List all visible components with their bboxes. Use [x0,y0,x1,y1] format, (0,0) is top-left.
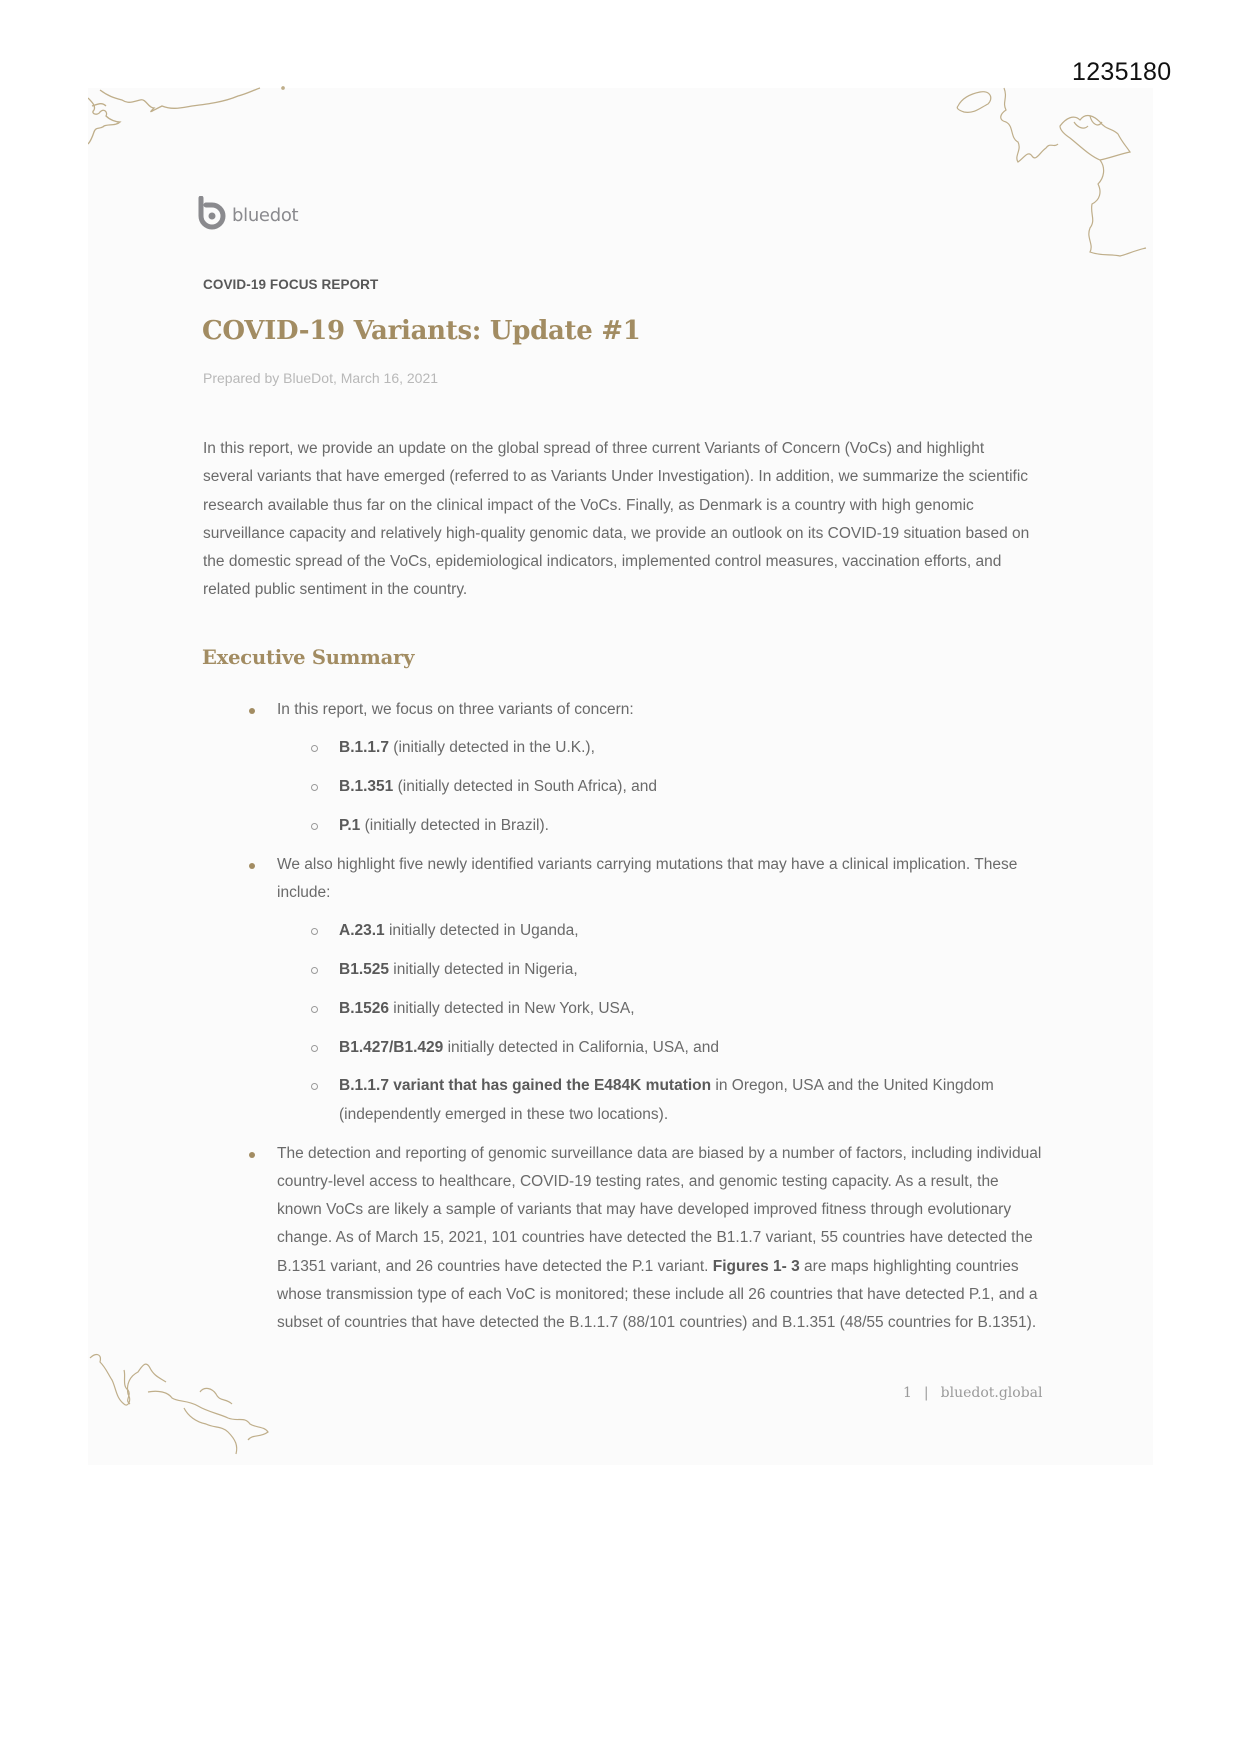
list-item: We also highlight five newly identified variants carrying mutations that may have a clinical implication. These include: A.23.1 initially detected in Uganda, B1.525 initially detected in Nigeria, B.1526 initially detected in New York, USA, B1.427/B1.429 initially detected in California, USA, and B.1.1.7 variant that has gained the E484K mutation in Oregon, USA and the United Kingdom (independently emerged in these two locations). [244,851,1044,1129]
report-type-label: COVID-19 FOCUS REPORT [203,277,379,292]
footer-separator: | [923,1385,929,1401]
sub-bullet-icon [311,1006,318,1013]
list-item: In this report, we focus on three variants of concern: B.1.1.7 (initially detected in the U.K.), B.1.351 (initially detected in South Africa), and P.1 (initially detected in Brazil). [244,696,1044,840]
logo-text: bluedot [232,205,299,226]
sub-bullet-icon [311,1083,318,1090]
intro-paragraph: In this report, we provide an update on the global spread of three current Variants of Concern (VoCs) and highlight several variants that have emerged (referred to as Variants Under Investigation). In addition, we summarize the scientific research available thus far on the clinical impact of the VoCs. Finally, as Denmark is a country with high genomic surveillance capacity and relatively high-quality genomic data, we provide an outlook on its COVID-19 situation based on the domestic spread of the VoCs, epidemiological indicators, implemented control measures, vaccination efforts, and related public sentiment in the country. [203,440,1030,599]
list-item: B.1526 initially detected in New York, USA, [277,995,1044,1023]
figures-reference: Figures 1- 3 [712,1257,800,1275]
page-footer [903,1385,1043,1401]
bluedot-logo-icon [198,196,226,235]
executive-summary-list [244,696,1044,1348]
list-item: B1.525 initially detected in Nigeria, [277,956,1044,984]
section-heading-executive-summary: Executive Summary [202,646,415,669]
sub-bullet-icon [311,967,318,974]
bullet-icon [249,708,255,714]
list-item: The detection and reporting of genomic surveillance data are biased by a number of factors, including individual country-level access to healthcare, COVID-19 testing rates, and genomic testing capacity. As a result, the known VoCs are likely a sample of variants that may have developed improved fitness through evolutionary change. As of March 15, 2021, 101 countries have detected the B1.1.7 variant, 55 countries have detected the B.1351 variant, and 26 countries have detected the P.1 variant. Figures 1- 3 are maps highlighting countries whose transmission type of each VoC is monitored; these include all 26 countries that have detected P.1, and a subset of countries that have detected the B.1.1.7 (88/101 countries) and B.1.351 (48/55 countries for B.1351). [244,1140,1044,1338]
document-id: 1235180 [1072,58,1172,86]
prepared-by: Prepared by BlueDot, March 16, 2021 [203,370,439,386]
sub-bullet-icon [311,928,318,935]
list-item: P.1 (initially detected in Brazil). [277,812,1044,840]
sub-bullet-icon [311,784,318,791]
list-item: B.1.1.7 (initially detected in the U.K.), [277,734,1044,762]
list-item: A.23.1 initially detected in Uganda, [277,917,1044,945]
footer-site-link: bluedot.global [940,1385,1043,1401]
list-item: B1.427/B1.429 initially detected in California, USA, and [277,1034,1044,1062]
bullet-icon [249,863,255,869]
sub-bullet-icon [311,1045,318,1052]
map-outline-top-right-icon [950,86,1150,266]
map-outline-bottom-left-icon [88,1346,278,1456]
bullet-icon [249,1152,255,1158]
sub-bullet-icon [311,745,318,752]
list-item: B.1.1.7 variant that has gained the E484K mutation in Oregon, USA and the United Kingdom (independently emerged in these two locations). [277,1072,1044,1129]
page-title: COVID-19 Variants: Update #1 [202,316,641,346]
page-number: 1 [903,1385,912,1401]
map-outline-top-left-icon [88,86,288,146]
sub-bullet-icon [311,823,318,830]
bluedot-logo [198,196,298,235]
list-item: B.1.351 (initially detected in South Africa), and [277,773,1044,801]
